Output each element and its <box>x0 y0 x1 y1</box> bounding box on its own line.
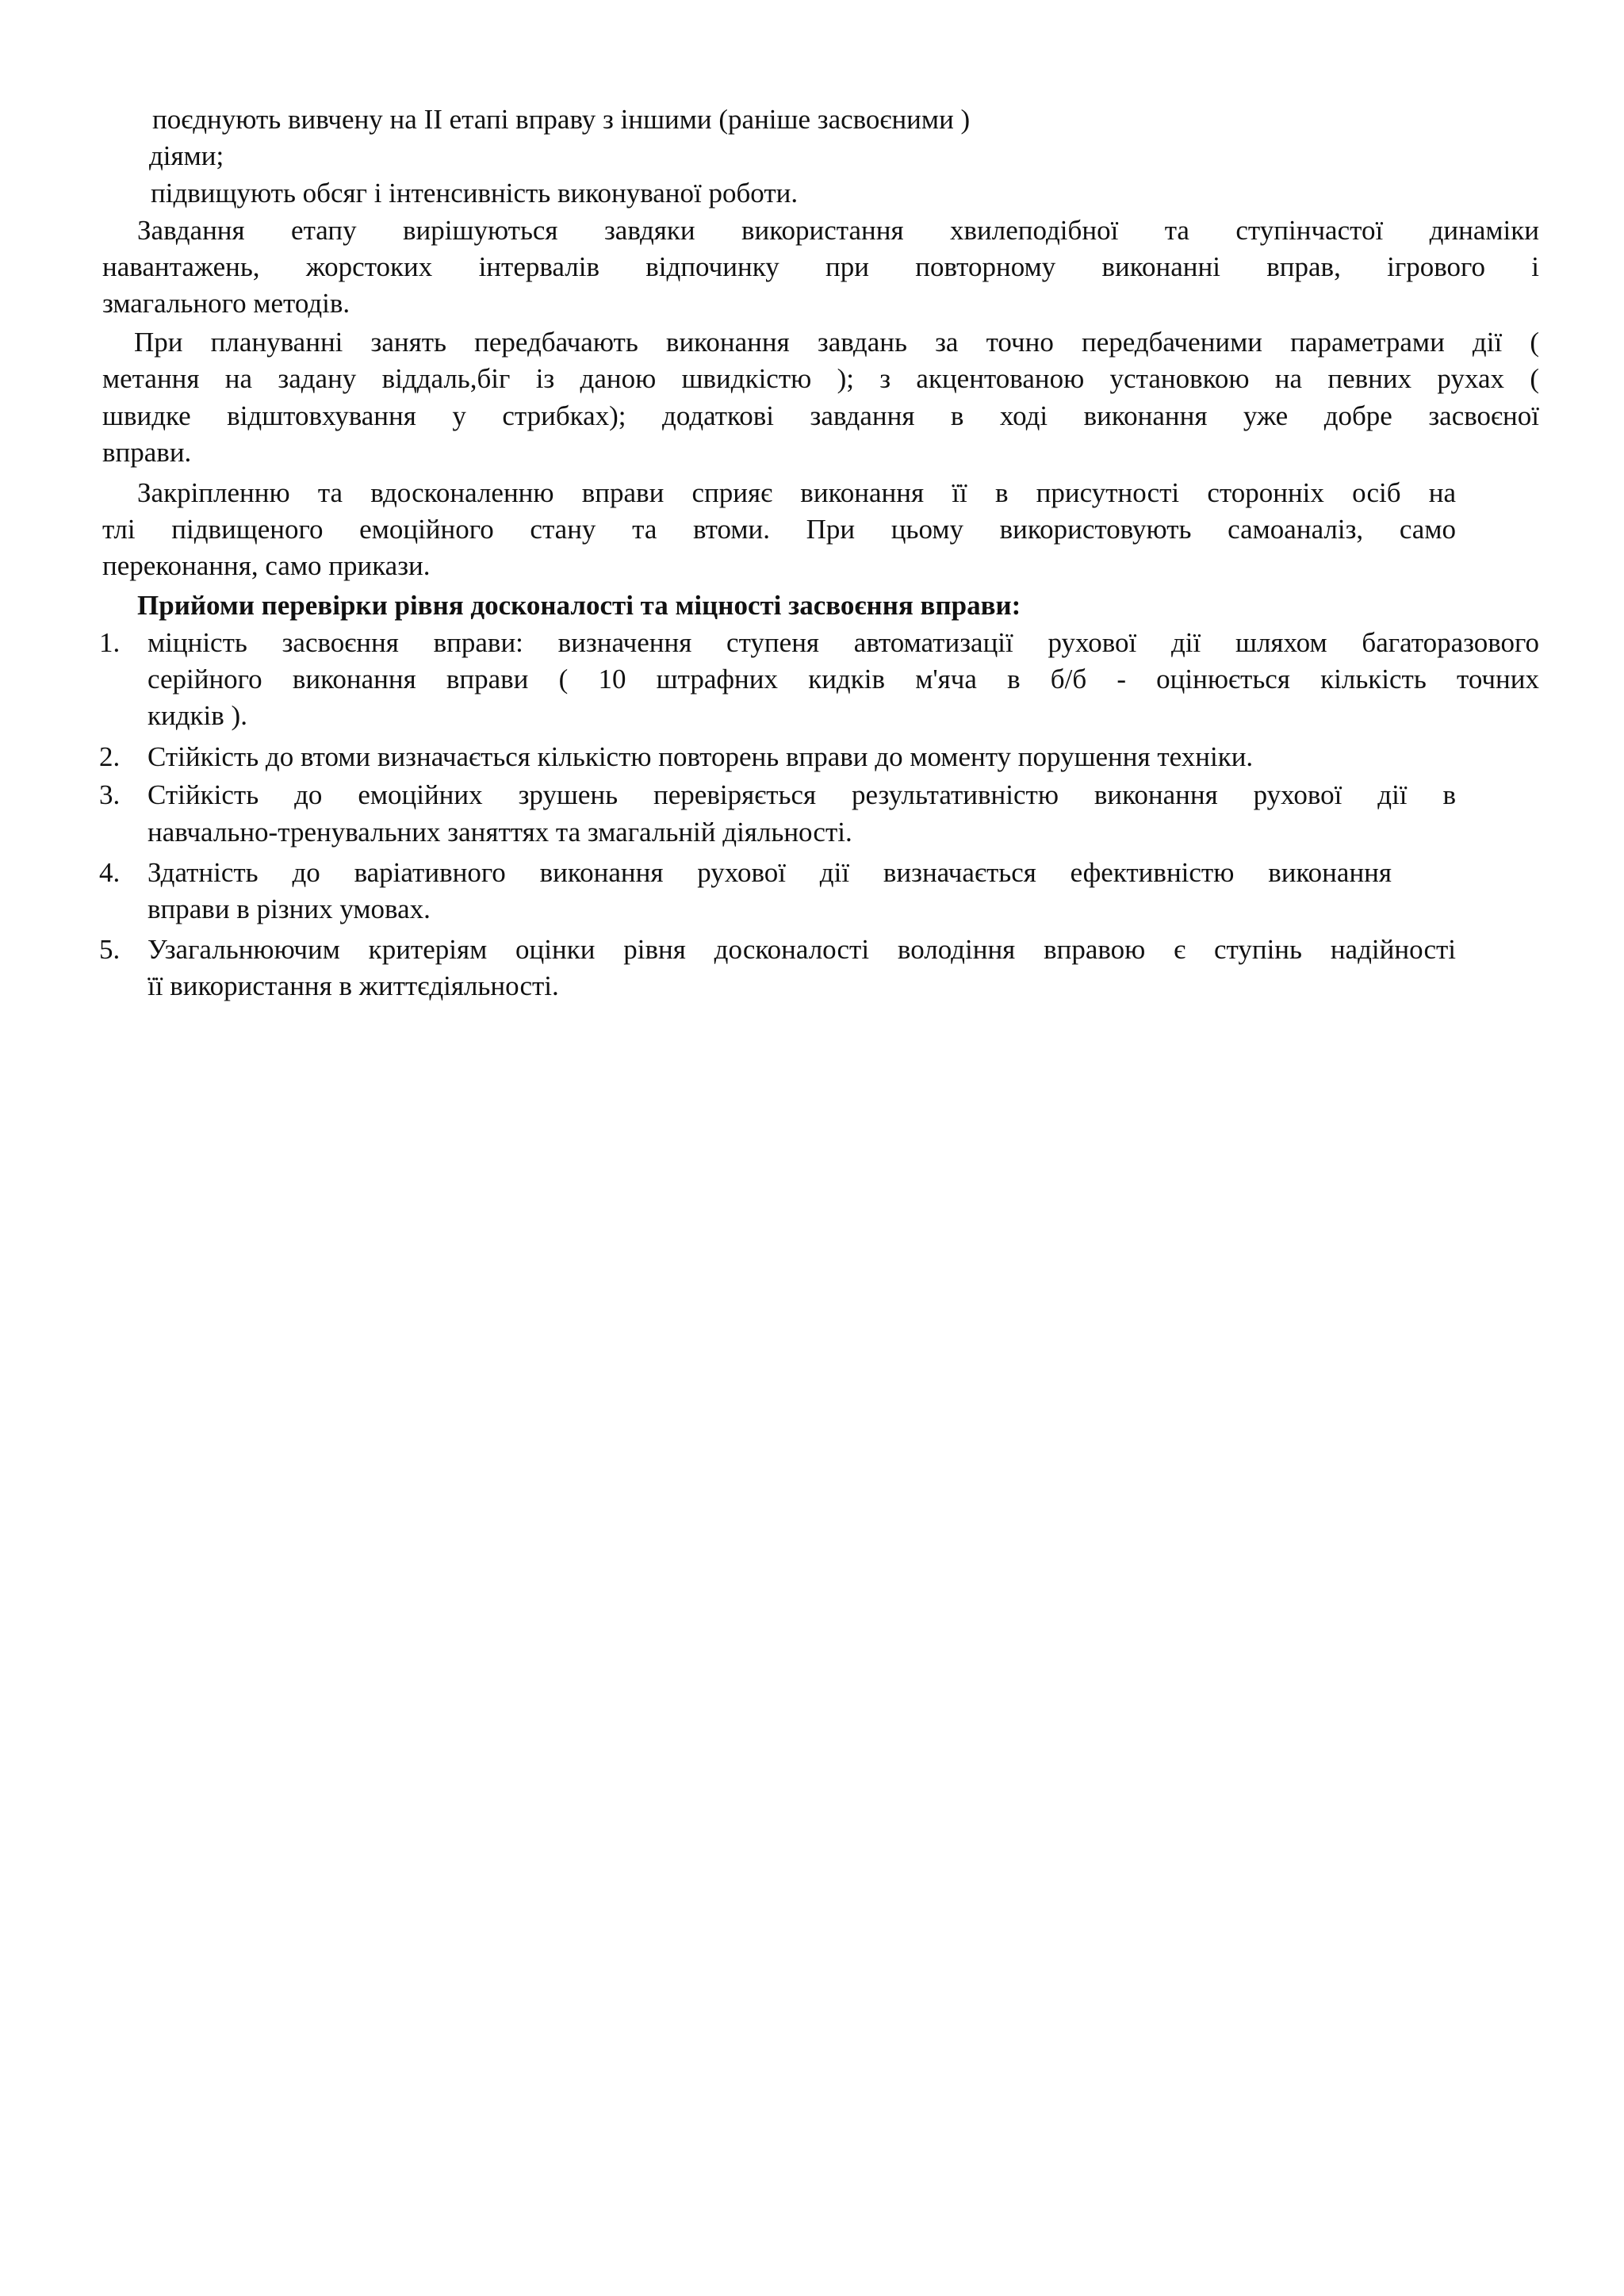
para1-line-3: змагального методів. <box>102 288 350 319</box>
list-item-5-number: 5. <box>99 934 121 965</box>
list-item-4-line-2: вправи в різних умовах. <box>147 894 431 924</box>
list-item-5-line-1: Узагальнюючим критеріям оцінки рівня досконалості володіння вправою є ступінь надійності <box>147 934 1456 965</box>
intro-line-1: поєднують вивчену на II етапі вправу з іншими (раніше засвоєними ) <box>152 104 971 135</box>
list-item-4-line-1: Здатність до варіативного виконання рухової дії визначається ефективністю виконання <box>147 857 1392 888</box>
list-item-3-line-1: Стійкість до емоційних зрушень перевіряється результативністю виконання рухової дії в <box>147 779 1456 810</box>
intro-line-2: діями; <box>149 140 224 171</box>
para3-line-3: переконання, само прикази. <box>102 550 431 581</box>
para2-line-4: вправи. <box>102 437 192 468</box>
intro-line-3: підвищують обсяг і інтенсивність виконуваної роботи. <box>151 178 799 209</box>
list-item-5-line-2: її використання в життєдіяльності. <box>147 970 559 1001</box>
para1-line-1: Завдання етапу вирішуються завдяки використання хвилеподібної та ступінчастої динаміки <box>137 215 1539 246</box>
list-item-2-line-1: Стійкість до втоми визначається кількістю повторень вправи до моменту порушення техніки. <box>147 741 1254 772</box>
list-item-1-line-2: серійного виконання вправи ( 10 штрафних кидків м'яча в б/б - оцінюється кількість точних <box>147 664 1539 695</box>
para3-line-1: Закріпленню та вдосконаленню вправи сприяє виконання її в присутності сторонніх осіб на <box>137 477 1456 508</box>
para3-line-2: тлі підвищеного емоційного стану та втоми. При цьому використовують самоаналіз, само <box>102 514 1456 545</box>
list-item-3-number: 3. <box>99 779 121 810</box>
para2-line-3: швидке відштовхування у стрибках); додаткові завдання в ході виконання уже добре засвоєної <box>102 400 1539 431</box>
list-item-2-number: 2. <box>99 741 121 772</box>
list-item-1-number: 1. <box>99 627 121 658</box>
section-heading: Прийоми перевірки рівня досконалості та міцності засвоєння вправи: <box>137 590 1021 621</box>
para2-line-1: При плануванні занять передбачають виконання завдань за точно передбаченими параметрами дії ( <box>134 327 1539 358</box>
list-item-3-line-2: навчально-тренувальних заняттях та змагальній діяльності. <box>147 817 852 848</box>
list-item-1-line-3: кидків ). <box>147 700 247 731</box>
list-item-1-line-1: міцність засвоєння вправи: визначення ступеня автоматизації рухової дії шляхом багаторазового <box>147 627 1539 658</box>
para2-line-2: метання на задану віддаль,біг із даною швидкістю ); з акцентованою установкою на певних рухах ( <box>102 363 1539 394</box>
para1-line-2: навантажень, жорстоких інтервалів відпочинку при повторному виконанні вправ, ігрового і <box>102 251 1539 282</box>
list-item-4-number: 4. <box>99 857 121 888</box>
